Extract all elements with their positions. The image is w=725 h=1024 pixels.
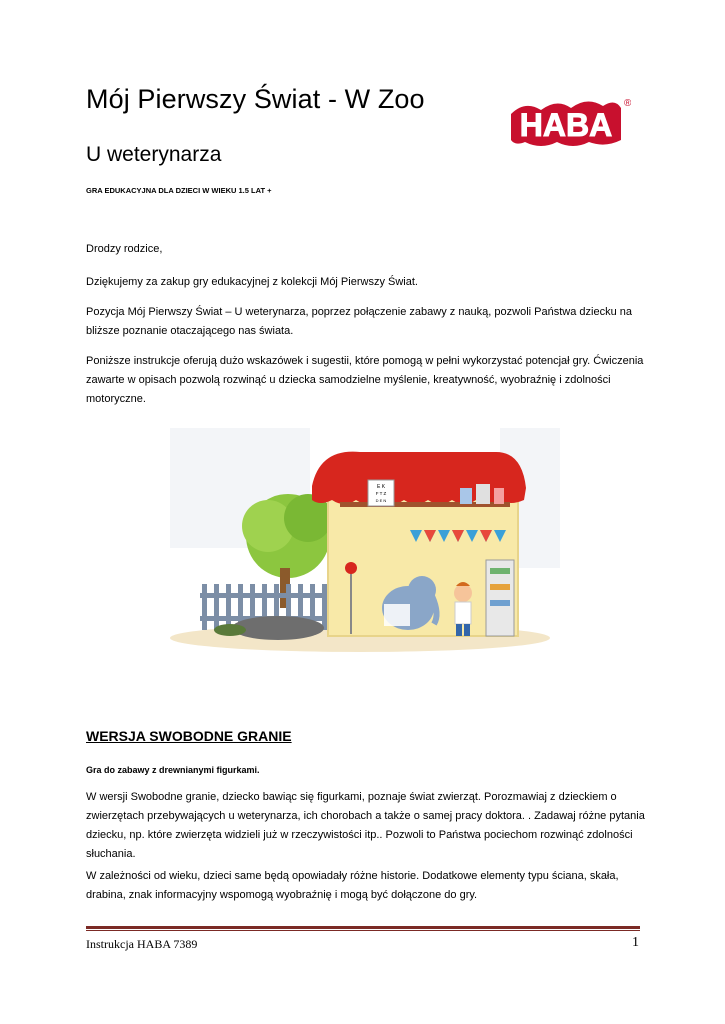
eye-chart-row-1: E K — [376, 484, 386, 490]
vet-clinic-illustration — [160, 418, 568, 654]
thanks-paragraph: Dziękujemy za zakup gry edukacyjnej z kolekcji Mój Pierwszy Świat. — [86, 276, 418, 288]
page-number: 1 — [632, 935, 639, 950]
intro-paragraph-1: Pozycja Mój Pierwszy Świat – U weterynarza, poprzez połączenie zabawy z nauką, pozwoli Państwa dziecku na bliższe poznanie otaczającego nas świata. — [86, 306, 632, 337]
section-lead: Gra do zabawy z drewnianymi figurkami. — [86, 765, 260, 775]
footer-rule-thick — [86, 926, 640, 929]
age-tagline: GRA EDUKACYJNA DLA DZIECI W WIEKU 1.5 LAT + — [86, 186, 272, 195]
page-title: Mój Pierwszy Świat - W Zoo — [86, 84, 425, 114]
page-subtitle: U weterynarza — [86, 143, 222, 166]
haba-logo — [505, 92, 631, 150]
footer-doc-label: Instrukcja HABA 7389 — [86, 937, 198, 951]
eye-chart-row-3: D E N — [375, 498, 387, 503]
greeting: Drodzy rodzice, — [86, 243, 163, 255]
logo-text: HABA — [519, 107, 613, 143]
section-paragraph-2: W zależności od wieku, dzieci same będą opowiadały różne historie. Dodatkowe elementy typu ściana, skała, drabina, znak informacyjny wspomogą wyobraźnię i mogą być dołączone do gry. — [86, 870, 619, 901]
section-heading: WERSJA SWOBODNE GRANIE — [86, 728, 292, 744]
section-paragraph-1: W wersji Swobodne granie, dziecko bawiąc się figurkami, poznaje świat zwierząt. Porozmawiaj z dzieckiem o zwierzętach przebywających u weterynarza, ich chorobach a także o samej pracy doktora. . Zadawaj różne pytania dziecku, np. które zwierzęta widzieli już w rzeczywistości itp.. Pozwoli to Państwa pociechom rozwinąć zdolności słuchania. — [86, 791, 645, 860]
eye-chart-row-2: F T Z — [375, 491, 387, 496]
footer-rule-thin — [86, 930, 640, 931]
registered-mark: ® — [624, 98, 631, 109]
intro-paragraph-2: Poniższe instrukcje oferują dużo wskazówek i sugestii, które pomogą w pełni wykorzystać potencjał gry. Ćwiczenia zawarte w opisach pozwolą rozwinąć u dziecka samodzielne myślenie, kreatywność, wyobraźnię i zdolności motoryczne. — [86, 355, 644, 405]
